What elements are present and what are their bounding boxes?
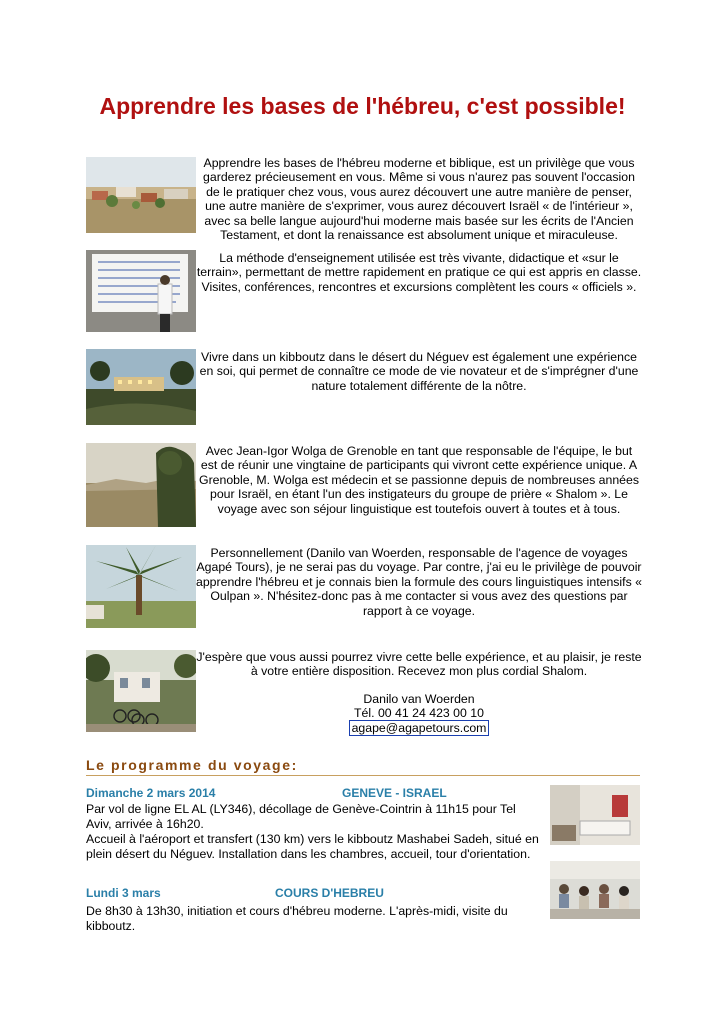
- program-day-destination: GENEVE - ISRAEL: [342, 786, 447, 800]
- hotel-room-photo: [550, 785, 640, 845]
- program-day-date: Lundi 3 mars: [86, 886, 161, 900]
- signature-email-row: [196, 720, 642, 736]
- signature-phone: Tél. 00 41 24 423 00 10: [354, 706, 484, 720]
- negev-landscape-photo: [86, 443, 196, 527]
- kibbutz-dusk-photo: [86, 349, 196, 425]
- program-day-text: De 8h30 à 13h30, initiation et cours d'hébreu moderne. L'après-midi, visite du kibboutz.: [86, 904, 508, 933]
- house-bicycles-photo: [86, 650, 196, 732]
- intro-paragraph-closing: J'espère que vous aussi pourrez vivre cette belle expérience, et au plaisir, je reste à votre entière disposition. Recevez mon plus cordial Shalom.: [196, 650, 642, 679]
- intro-paragraph-kibbutz: Vivre dans un kibboutz dans le désert du Néguev est également une expérience en soi, qui permet de connaître ce mode de vie novateur et de s'imprégner d'une nature totalement différente de la nôtre.: [199, 350, 639, 393]
- email-link[interactable]: agape@agapetours.com: [349, 720, 490, 736]
- program-heading: Le programme du voyage:: [86, 757, 640, 776]
- intro-paragraph-hebrew: Apprendre les bases de l'hébreu moderne et biblique, est un privilège que vous garderez précieusement en vous. Même si vous n'aurez pas souvent l'occasion de le pratiquer chez vous, vous aurez découvert une autre manière de penser, une autre manière de s'exprimer, vous aurez découvert Israël « de l'intérieur », avec sa belle langue aujourd'hui moderne mais basée sur les écrits de l'Ancien Testament, et dont la renaissance est absolument unique et miraculeuse.: [203, 156, 635, 243]
- kibbutz-village-photo: [86, 157, 196, 233]
- signature-name: Danilo van Woerden: [363, 692, 475, 706]
- program-day-date: Dimanche 2 mars 2014: [86, 786, 216, 800]
- classroom-whiteboard-photo: [86, 250, 196, 332]
- intro-paragraph-method: La méthode d'enseignement utilisée est très vivante, didactique et «sur le terrain», permettant de mettre rapidement en pratique ce qui est appris en classe. Visites, conférences, rencontres et excursions complètent les cours « officiels ».: [196, 251, 642, 294]
- page-title: Apprendre les bases de l'hébreu, c'est possible!: [99, 93, 626, 119]
- intro-paragraph-personal: Personnellement (Danilo van Woerden, responsable de l'agence de voyages Agapé Tours), je ne serai pas du voyage. Par contre, j'ai eu le privilège de pouvoir apprendre l'hébreu et je connais bien la formule des cours linguistiques intensifs « Oulpan ». N'hésitez-donc pas à me contacter si vous avez des questions par rapport à ce voyage.: [196, 546, 642, 618]
- program-day-text: Accueil à l'aéroport et transfert (130 km) vers le kibboutz Mashabei Sadeh, situé en plein désert du Néguev. Installation dans les chambres, accueil, tour d'orientation.: [86, 832, 539, 861]
- palm-tree-photo: [86, 545, 196, 628]
- program-day-destination: COURS D'HEBREU: [275, 886, 384, 900]
- class-students-photo: [550, 861, 640, 919]
- intro-paragraph-leader: Avec Jean-Igor Wolga de Grenoble en tant que responsable de l'équipe, le but est de réunir une vingtaine de participants qui vivront cette expérience unique. A Grenoble, M. Wolga est médecin et se passionne depuis de nombreuses années pour Israël, en étant l'un des instigateurs du groupe de prière « Shalom ». Le voyage avec son séjour linguistique est toutefois ouvert à toutes et à tous.: [199, 444, 639, 516]
- program-day-text: Par vol de ligne EL AL (LY346), décollage de Genève-Cointrin à 11h15 pour Tel Aviv, arrivée à 16h20.: [86, 802, 516, 831]
